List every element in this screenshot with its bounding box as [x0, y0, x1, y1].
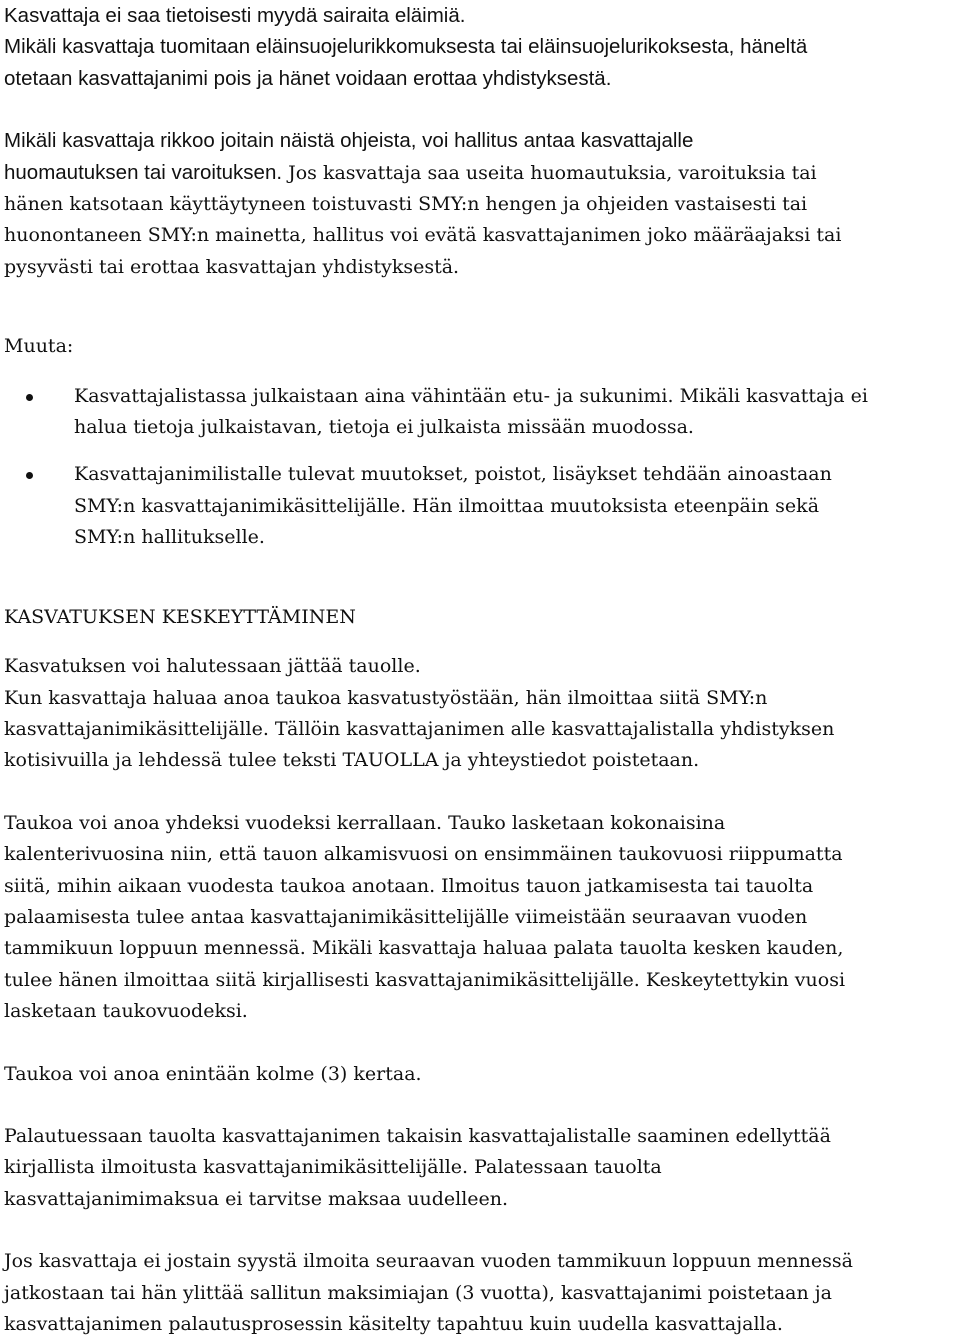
text-line: Kasvattaja ei saa tietoisesti myydä sairaita eläimiä.	[4, 4, 466, 27]
paragraph-break-intro	[4, 651, 956, 777]
text-line: Jos kasvattaja ei jostain syystä ilmoita seuraavan vuoden tammikuun loppuun mennessä	[4, 1250, 853, 1273]
text-line: kasvattajanimen palautusprosessin käsitelty tapahtuu kuin uudella kasvattajalla.	[4, 1313, 783, 1335]
text-segment: huomautuksen tai varoituksen.	[4, 160, 283, 184]
document-page	[4, 0, 956, 1340]
text-line: Kasvatuksen voi halutessaan jättää tauolle.	[4, 655, 421, 678]
text-line: tulee hänen ilmoittaa siitä kirjallisesti kasvattajanimikäsittelijälle. Keskeytettykin vuosi	[4, 968, 846, 991]
text-line: kasvattajanimikäsittelijälle. Tällöin kasvattajanimen alle kasvattajalistalla yhdistyksen	[4, 717, 835, 740]
paragraph-break-duration	[4, 808, 956, 1028]
text-line: huonontaneen SMY:n mainetta, hallitus voi evätä kasvattajanimen joko määräajaksi tai	[4, 224, 842, 247]
text-line: halua tietoja julkaistavan, tietoja ei julkaista missään muodossa.	[74, 416, 694, 439]
text-line: kirjallista ilmoitusta kasvattajanimikäsittelijälle. Palatessaan tauolta	[4, 1156, 662, 1179]
text-line: SMY:n hallitukselle.	[74, 526, 265, 549]
text-line: palaamisesta tulee antaa kasvattajanimikäsittelijälle viimeistään seuraavan vuoden	[4, 905, 808, 928]
paragraph-break-limit	[4, 1059, 956, 1090]
text-line: tammikuun loppuun mennessä. Mikäli kasvattaja haluaa palata tauolta kesken kauden,	[4, 937, 844, 960]
list-item	[4, 459, 956, 553]
text-line: jatkostaan tai hän ylittää sallitun maksimiajan (3 vuotta), kasvattajanimi poistetaan ja	[4, 1281, 833, 1304]
text-line: Mikäli kasvattaja rikkoo joitain näistä ohjeista, voi hallitus antaa kasvattajalle	[4, 129, 694, 153]
text-segment: Jos kasvattaja saa useita huomautuksia, varoituksia tai	[282, 161, 817, 184]
bullet-icon	[26, 394, 33, 401]
text-line: Kasvattajalistassa julkaistaan aina vähintään etu- ja sukunimi. Mikäli kasvattaja ei	[74, 384, 868, 407]
text-line: kalenterivuosina niin, että tauon alkamisvuosi on ensimmäinen taukovuosi riippumatta	[4, 843, 843, 866]
text-line: Palautuessaan tauolta kasvattajanimen takaisin kasvattajalistalle saaminen edellyttää	[4, 1124, 831, 1147]
text-line: hänen katsotaan käyttäytyneen toistuvasti SMY:n hengen ja ohjeiden vastaisesti tai	[4, 193, 808, 216]
list-item	[4, 381, 956, 444]
text-line: Kun kasvattaja haluaa anoa taukoa kasvatustyöstään, hän ilmoittaa siitä SMY:n	[4, 686, 768, 709]
text-line: Kasvattajanimilistalle tulevat muutokset, poistot, lisäykset tehdään ainoastaan	[74, 463, 832, 486]
text-line: kotisivuilla ja lehdessä tulee teksti TAUOLLA ja yhteystiedot poistetaan.	[4, 749, 700, 772]
text-line: siitä, mihin aikaan vuodesta taukoa anotaan. Ilmoitus tauon jatkamisesta tai tauolta	[4, 874, 814, 897]
text-line: kasvattajanimimaksua ei tarvitse maksaa uudelleen.	[4, 1187, 509, 1210]
text-line: SMY:n kasvattajanimikäsittelijälle. Hän ilmoittaa muutoksista eteenpäin sekä	[74, 494, 820, 517]
bullet-icon	[26, 472, 33, 479]
paragraph-return	[4, 1121, 956, 1215]
text-line: Taukoa voi anoa enintään kolme (3) kertaa.	[4, 1062, 422, 1085]
paragraph-removal	[4, 1246, 956, 1340]
section-heading: KASVATUKSEN KESKEYTTÄMINEN	[4, 605, 356, 628]
paragraph-sale-rules	[4, 0, 956, 94]
text-line: lasketaan taukovuodeksi.	[4, 1000, 248, 1023]
paragraph-violations	[4, 125, 956, 283]
text-line: pysyvästi tai erottaa kasvattajan yhdistyksestä.	[4, 255, 460, 278]
text-line: Taukoa voi anoa yhdeksi vuodeksi kerrallaan. Tauko lasketaan kokonaisina	[4, 811, 726, 834]
muuta-label: Muuta:	[4, 335, 74, 358]
text-line: Mikäli kasvattaja tuomitaan eläinsuojelurikkomuksesta tai eläinsuojelurikoksesta, häneltä	[4, 35, 808, 59]
text-line: otetaan kasvattajanimi pois ja hänet voidaan erottaa yhdistyksestä.	[4, 66, 612, 90]
bullet-list	[4, 381, 956, 554]
text-line-mixed	[4, 157, 956, 189]
